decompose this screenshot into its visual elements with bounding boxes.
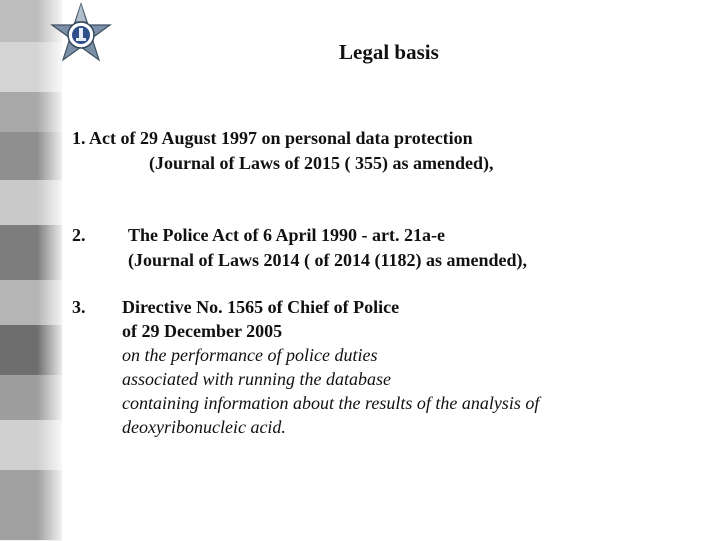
legal-item-3-number: 3. <box>72 297 86 317</box>
legal-item-1-line-1: 1. Act of 29 August 1997 on personal data protection <box>72 128 473 148</box>
police-star-emblem-icon <box>48 2 114 68</box>
forensic-photo-collage-icon <box>0 0 62 540</box>
legal-item-3-line-2: of 29 December 2005 <box>122 321 283 341</box>
legal-item-2-number: 2. <box>72 225 86 245</box>
legal-item-2-line-2: (Journal of Laws 2014 ( of 2014 (1182) as amended), <box>128 250 527 270</box>
slide-title: Legal basis <box>339 40 439 64</box>
legal-item-3-italic-line-2: associated with running the database <box>122 369 391 389</box>
legal-item-3-italic-line-3: containing information about the results of the analysis of <box>122 393 540 413</box>
legal-item-2-line-1: The Police Act of 6 April 1990 - art. 21a-e <box>128 225 445 245</box>
strip-fade <box>0 0 62 540</box>
legal-item-1-line-2: (Journal of Laws of 2015 ( 355) as amended), <box>149 153 494 173</box>
legal-item-3-italic-line-4: deoxyribonucleic acid. <box>122 417 286 437</box>
legal-item-3-italic-line-1: on the performance of police duties <box>122 345 378 365</box>
legal-item-3-line-1: Directive No. 1565 of Chief of Police <box>122 297 400 317</box>
